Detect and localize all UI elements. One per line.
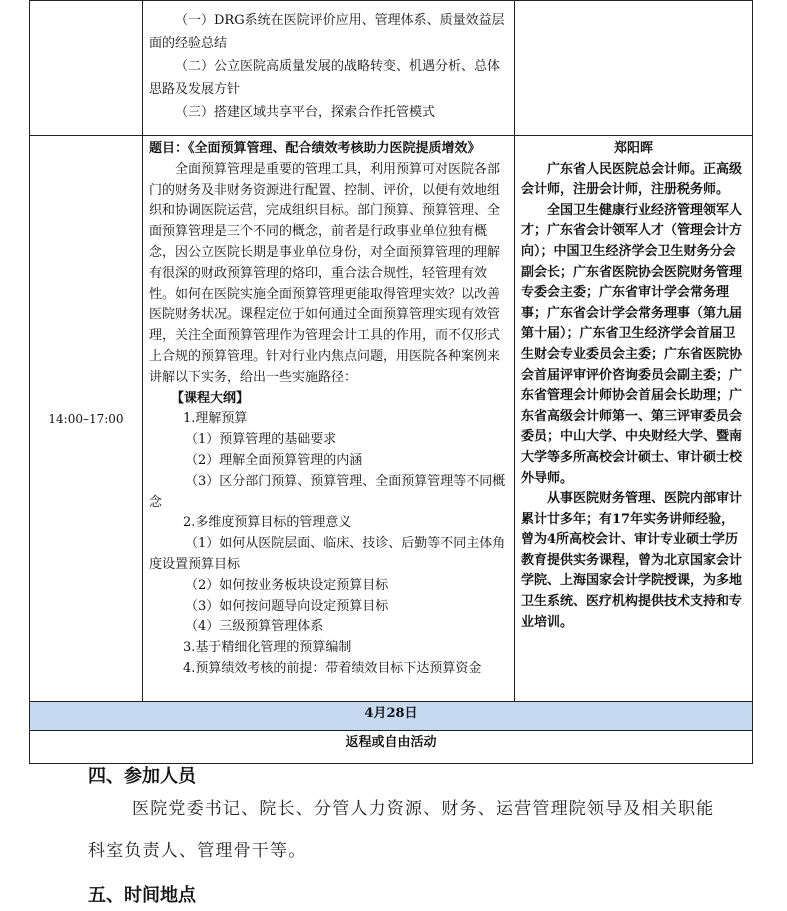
outline-item: （4）三级预算管理体系 (185, 619, 324, 635)
outline-item: （1）预算管理的基础要求 (185, 432, 337, 448)
agenda-item: （二）公立医院高质量发展的战略转变、机遇分析、总体思路及发展方针 (149, 59, 501, 97)
outline-item: （2）如何按业务板块设定预算目标 (185, 577, 389, 593)
speaker-experience: 从事医院财务管理、医院内部审计累计廿多年；有17年实务讲师经验，曾为4所高校会计、审计专业硕士学历教育提供实务课程，曾为北京国家会计学院、上海国家会计学院授课，为多地卫生系统、医疗机构提供技术支持和专业培训。 (521, 491, 743, 630)
schedule-table (29, 0, 753, 764)
section-heading-participants: 四、参加人员 (88, 766, 196, 787)
outline-item: （2）理解全面预算管理的内涵 (185, 452, 363, 468)
table-row (30, 136, 753, 702)
speaker-bio (515, 136, 753, 702)
session-time: 14:00–17:00 (30, 136, 143, 702)
agenda-item: （三）搭建区域共享平台，探索合作托管模式 (175, 105, 436, 120)
speaker-roles: 全国卫生健康行业经济管理领军人才；广东省会计领军人才（管理会计方向）；中国卫生经济学会卫生财务分会副会长；广东省医院协会医院财务管理专委会主委；广东省审计学会常务理事；广东省会计学会常务理事（第九届第十届）；广东省卫生经济学会首届卫生财会专业委员会主委；广东省医院协会首届评审评价咨询委员会副主委；广东省管理会计师协会首届会长助理；广东省高级会计师第一、第三评审委员会委员；中山大学、中央财经大学、暨南大学等多所高校会计硕士、审计硕士校外导师。 (521, 202, 743, 486)
session-content (143, 136, 515, 702)
outline-heading: 【课程大纲】 (171, 390, 250, 406)
outline-item: 2.多维度预算目标的管理意义 (183, 515, 352, 531)
table-row (30, 1, 753, 136)
speaker-name: 郑阳晖 (613, 141, 653, 156)
time-cell (30, 1, 143, 136)
outline-item: 3.基于精细化管理的预算编制 (183, 640, 352, 656)
speaker-title: 广东省人民医院总会计师。正高级会计师，注册会计师，注册税务师。 (521, 161, 743, 198)
speaker-cell (515, 1, 753, 136)
session-title: 题目：《全面预算管理、配合绩效考核助力医院提质增效》 (149, 141, 481, 156)
activity-label: 返程或自由活动 (30, 731, 753, 764)
outline-item: （3）区分部门预算、预算管理、全面预算管理等不同概念 (149, 473, 506, 510)
content-cell (143, 1, 515, 136)
outline-item: （1）如何从医院层面、临床、技诊、后勤等不同主体角度设置预算目标 (149, 536, 506, 572)
agenda-item: （一）DRG系统在医院评价应用、管理体系、质量效益层面的经验总结 (149, 13, 505, 51)
outline-item: 4.预算绩效考核的前提：带着绩效目标下达预算资金 (183, 660, 482, 676)
activity-row (30, 731, 753, 764)
date-label: 4月28日 (30, 702, 753, 731)
section-heading-time-place: 五、时间地点 (88, 885, 196, 906)
participants-text: 医院党委书记、院长、分管人力资源、财务、运营管理院领导及相关职能科室负责人、管理骨干等。 (88, 799, 715, 861)
session-description: 全面预算管理是重要的管理工具，利用预算可对医院各部门的财务及非财务资源进行配置、控制、评价，以便有效地组织和协调医院运营，完成组织目标。部门预算、预算管理、全面预算管理是三个不同的概念，前者是行政事业单位独有概念，因公立医院长期是事业单位身份，对全面预算管理的理解有很深的财政预算管理的烙印，重合法合规性，轻管理有效性。如何在医院实施全面预算管理更能取得管理实效？以改善医院财务状况。课程定位于如何通过全面预算管理实现有效管理，关注全面预算管理作为管理会计工具的作用，而不仅形式上合规的预算管理。针对行业内焦点问题，用医院各种案例来讲解以下实务，给出一些实施路径： (149, 161, 501, 385)
date-row (30, 702, 753, 731)
outline-item: （3）如何按问题导向设定预算目标 (185, 598, 389, 614)
outline-item: 1.理解预算 (183, 411, 248, 427)
